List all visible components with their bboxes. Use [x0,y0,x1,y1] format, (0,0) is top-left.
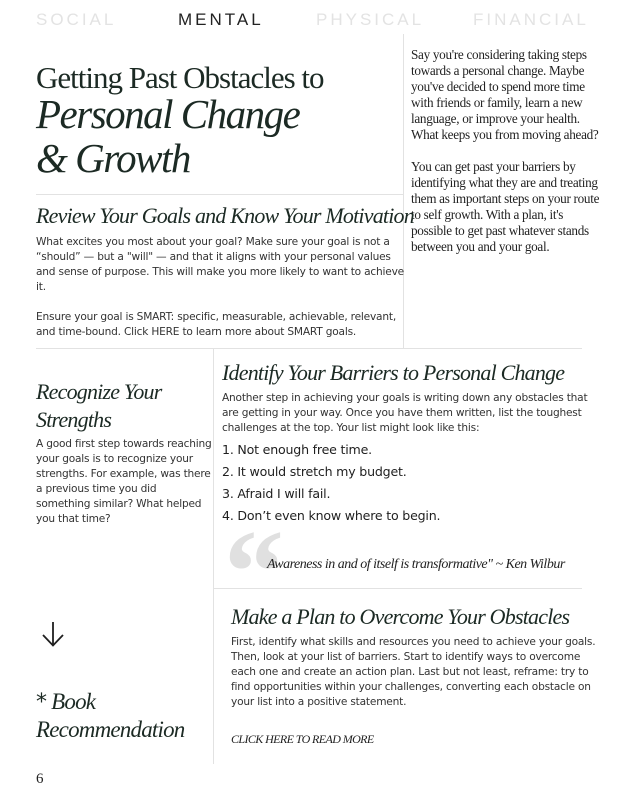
review-goals-heading: Review Your Goals and Know Your Motivation [36,203,414,228]
identify-barriers-heading: Identify Your Barriers to Personal Change [222,360,565,385]
book-recommendation-label: Book Recommendation [36,689,185,742]
nav-tab-social[interactable]: SOCIAL [36,10,117,29]
divider-middle [36,348,582,349]
divider-under-title [36,194,403,195]
nav-tab-physical[interactable]: PHYSICAL [316,10,425,29]
book-recommendation-heading[interactable] [36,688,216,743]
list-item: 1. Not enough free time. [222,442,372,457]
intro-paragraph: Say you're considering taking steps towards a personal change. Maybe you've decided to spend more time with friends or family, learn a new language, or improve your health. What keeps you from moving ahead? [411,47,599,142]
list-item: 3. Afraid I will fail. [222,486,331,501]
identify-barriers-body: Another step in achieving your goals is writing down any obstacles that are getting in your way. Once you have them written, list the toughest challenges at the top. Your list might look like this: [222,392,588,434]
nav-tab-financial[interactable]: FINANCIAL [473,10,589,29]
review-paragraph: What excites you most about your goal? Make sure your goal is not a “should” — but a "will" — and that it aligns with your personal values and sense of purpose. This will make you more likely to want to achieve it. [36,236,404,293]
smart-goals-paragraph[interactable]: Ensure your goal is SMART: specific, measurable, achievable, relevant, and time-bound. Click HERE to learn more about SMART goals. [36,311,396,338]
arrow-down-icon [40,620,66,648]
page-number: 6 [36,771,44,787]
page-title-line1: Getting Past Obstacles to [36,60,324,95]
read-more-link[interactable]: CLICK HERE TO READ MORE [231,732,374,746]
intro-text [411,47,601,255]
nav-tab-mental[interactable]: MENTAL [178,10,264,29]
page-title-line2: Personal Change [36,91,300,137]
page-title-line3: & Growth [36,135,190,181]
list-item: 2. It would stretch my budget. [222,464,407,479]
asterisk-icon: * [36,690,47,715]
intro-paragraph: You can get past your barriers by identifying what they are and treating them as important steps on your route to self growth. With a plan, it's possible to get past whatever stands between you and your goal. [411,159,600,254]
pull-quote: Awareness in and of itself is transformative" ~ Ken Wilbur [267,557,565,572]
barriers-list [222,439,597,527]
make-plan-body: First, identify what skills and resources you need to achieve your goals. Then, look at your list of barriers. Start to identify ways to overcome each one and create an action plan. Last but not least, reframe: try to find opportunities within your challenges, converting each obstacle on your list into a positive statement. [231,636,596,708]
make-plan-heading: Make a Plan to Overcome Your Obstacles [231,604,570,629]
review-goals-body [36,235,406,340]
recognize-strengths-body: A good first step towards reaching your goals is to recognize your strengths. For example, was there a previous time you did something similar? What helped you that time? [36,438,212,525]
list-item: 4. Don’t even know where to begin. [222,508,441,523]
section-nav [0,10,618,34]
recognize-strengths-heading: Recognize Your Strengths [36,379,162,432]
quote-mark-icon: “ [224,505,276,638]
